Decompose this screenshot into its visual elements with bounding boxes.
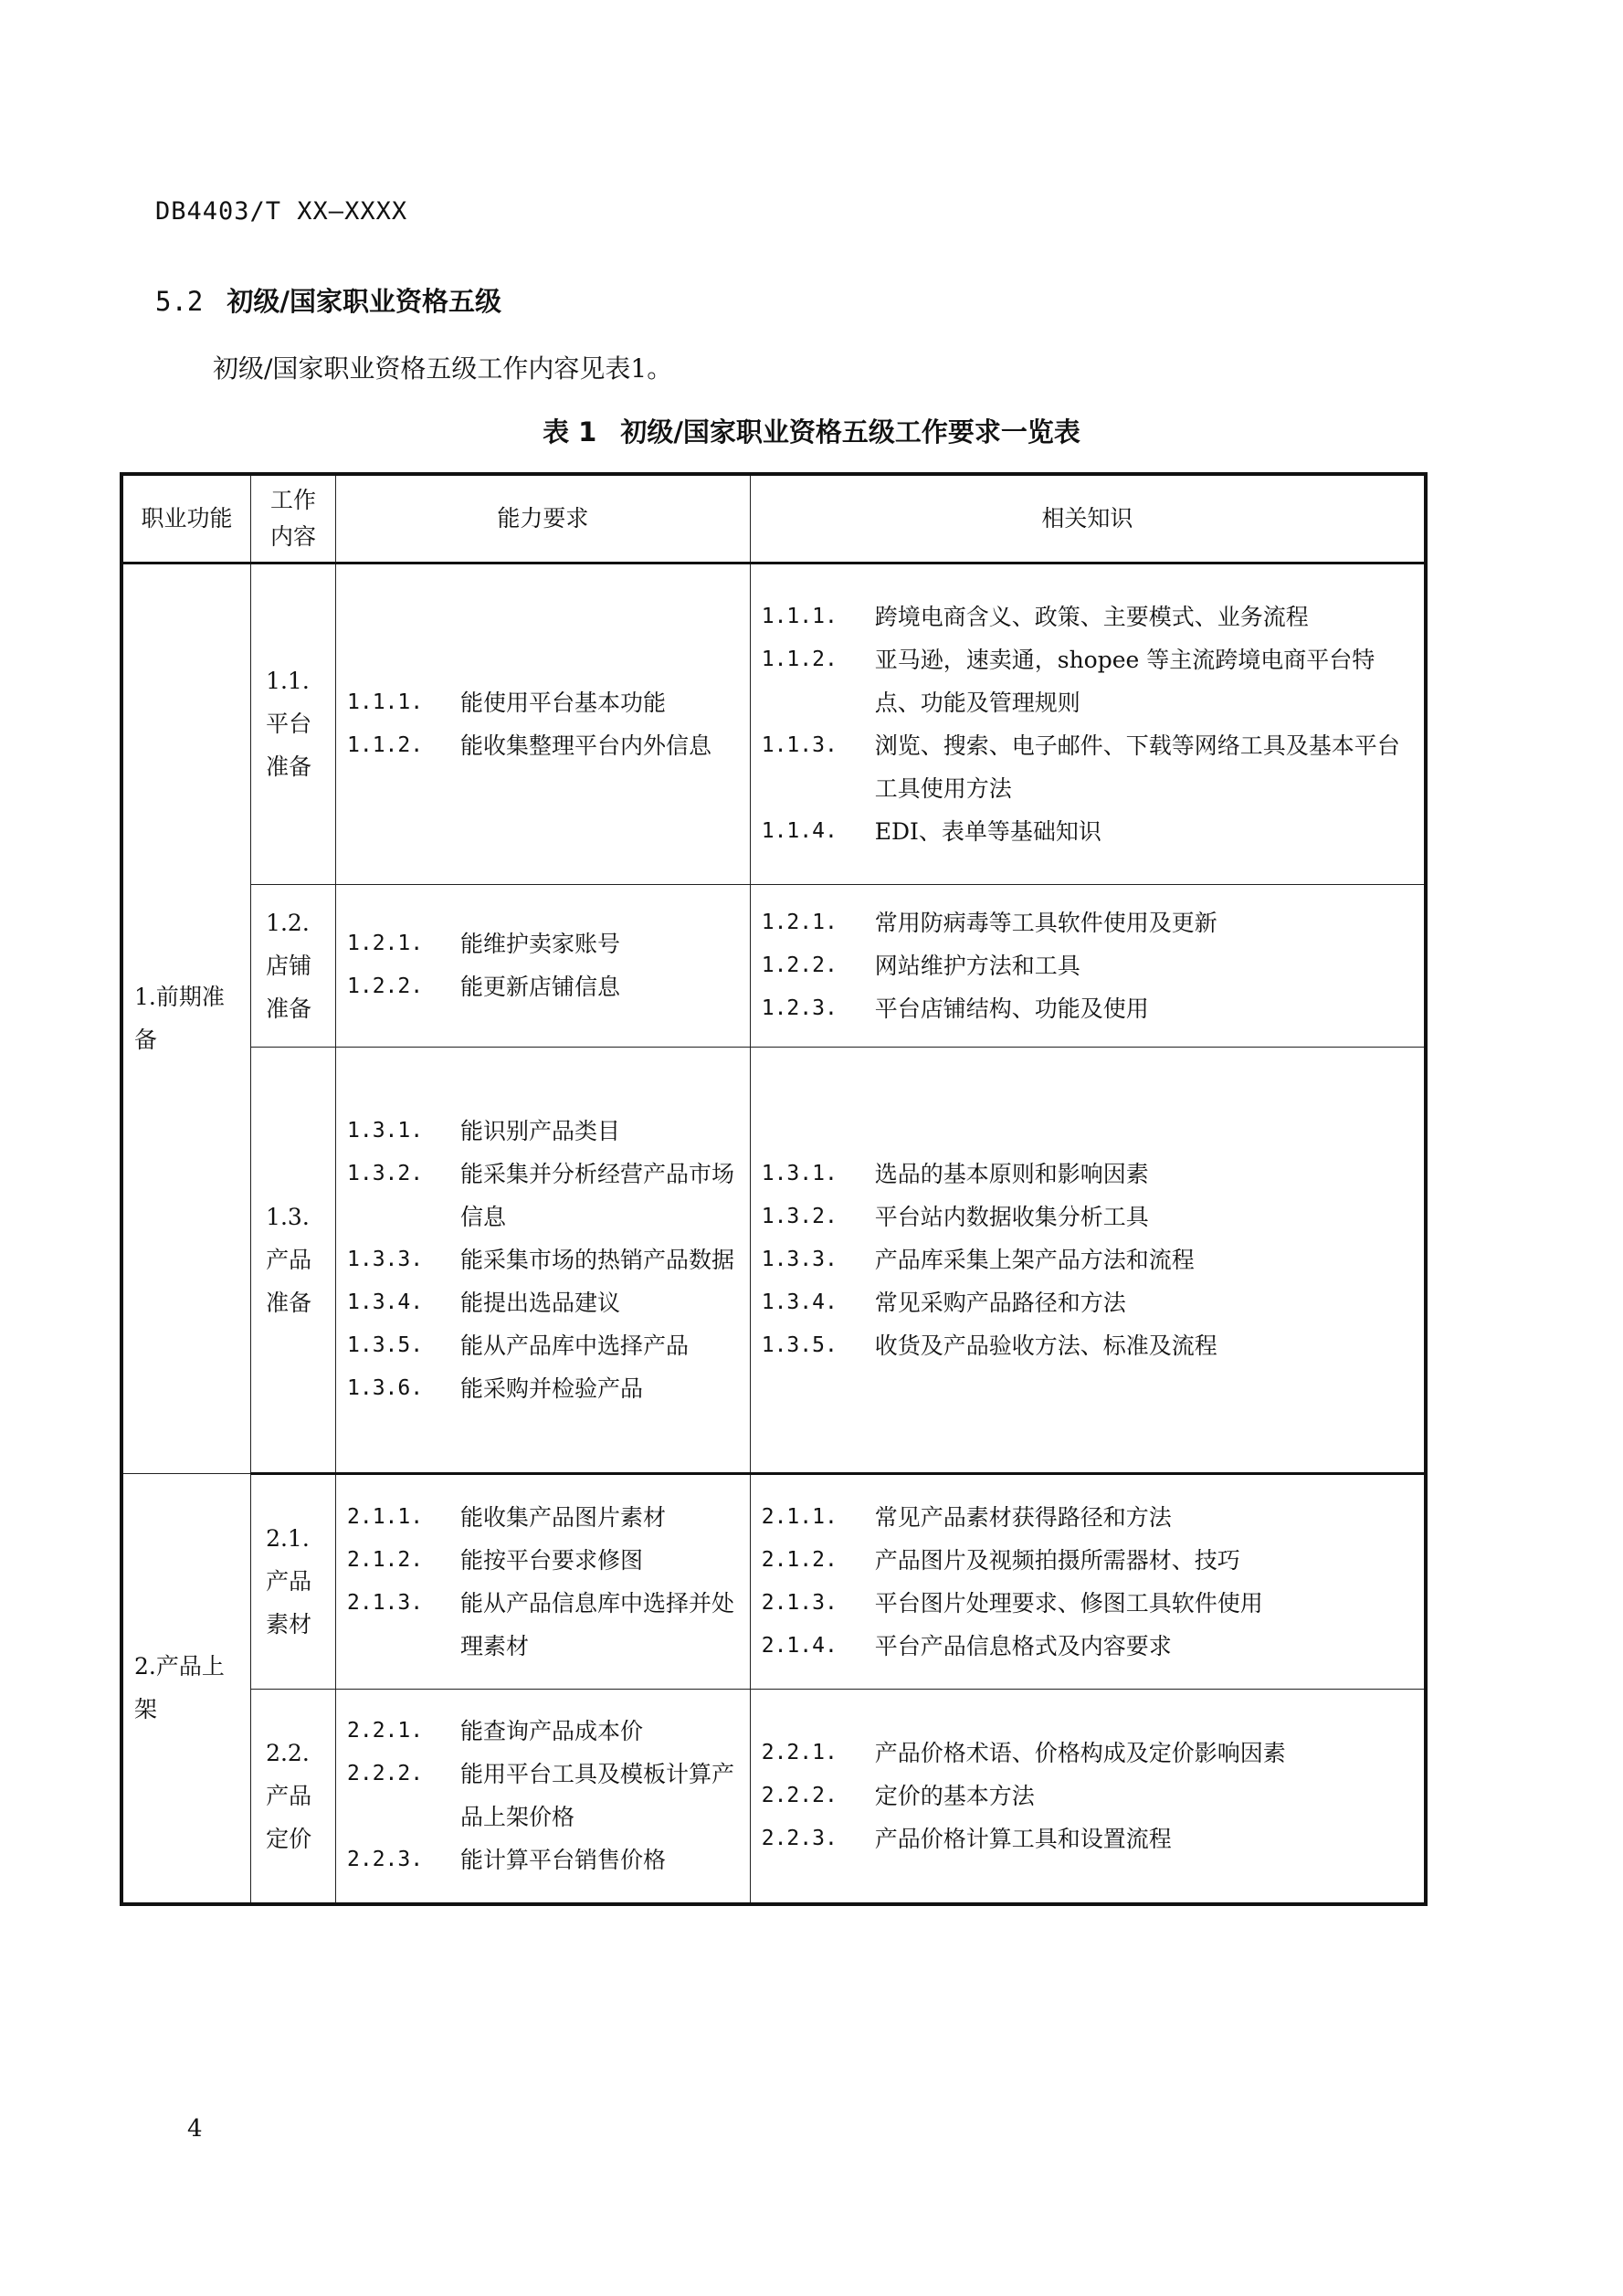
table-header-row: [121, 474, 1426, 563]
ability-item-text: 能从产品库中选择产品: [460, 1332, 690, 1359]
ability-item-number: 1.1.2.: [347, 732, 424, 757]
knowledge-item-text: 跨境电商含义、政策、主要模式、业务流程: [874, 603, 1309, 630]
ability-item-number: 1.2.1.: [347, 932, 424, 955]
knowledge-item: [762, 1324, 1413, 1367]
knowledge-item-number: 2.2.2.: [761, 1783, 838, 1807]
ability-item: [347, 681, 739, 724]
ability-item-text: 能使用平台基本功能: [460, 689, 667, 716]
ability-item: [347, 1539, 739, 1582]
ability-item: [347, 1238, 739, 1281]
knowledge-item-number: 1.3.4.: [761, 1290, 838, 1314]
knowledge-item: [762, 1281, 1413, 1324]
work-content-cell: 2.2.产品定价: [251, 1689, 336, 1904]
ability-item-number: 1.3.5.: [347, 1332, 424, 1357]
knowledge-item: [762, 1732, 1413, 1775]
knowledge-item-text: EDI、表单等基础知识: [874, 817, 1101, 845]
knowledge-item: [762, 1817, 1413, 1860]
knowledge-item-number: 1.3.5.: [761, 1332, 838, 1357]
knowledge-item: [762, 638, 1413, 724]
knowledge-item-text: 网站维护方法和工具: [874, 952, 1080, 979]
knowledge-item: [762, 944, 1413, 987]
knowledge-item: [762, 1625, 1413, 1668]
standard-code: DB4403/T XX—XXXX: [155, 197, 408, 226]
section-number: 5.2: [155, 286, 204, 317]
ability-item-text: 能识别产品类目: [460, 1117, 621, 1144]
ability-item-number: 2.2.3.: [347, 1848, 424, 1872]
ability-item-number: 1.3.6.: [347, 1375, 424, 1400]
table-caption: [0, 412, 1623, 449]
work-content-cell: 1.2.店铺准备: [251, 884, 336, 1047]
ability-item-text: 能采购并检验产品: [460, 1374, 644, 1402]
knowledge-item-number: 1.3.3.: [761, 1247, 838, 1271]
table-row: [121, 1689, 1426, 1904]
ability-item-text: 能收集整理平台内外信息: [460, 732, 712, 759]
ability-item-number: 1.3.2.: [347, 1161, 424, 1185]
knowledge-item-text: 平台店铺结构、功能及使用: [874, 995, 1149, 1022]
knowledge-item-number: 1.1.2.: [761, 647, 838, 671]
knowledge-item: [762, 1153, 1413, 1195]
knowledge-item-number: 1.2.2.: [761, 953, 838, 977]
header-ability: 能力要求: [336, 474, 751, 563]
ability-cell: [336, 884, 751, 1047]
knowledge-item-text: 平台产品信息格式及内容要求: [874, 1632, 1172, 1659]
section-heading: [155, 281, 501, 319]
work-content-cell: 2.1.产品素材: [251, 1473, 336, 1689]
header-knowledge: 相关知识: [750, 474, 1426, 563]
table-row: [121, 563, 1426, 884]
table-title: 初级/国家职业资格五级工作要求一览表: [620, 416, 1080, 448]
ability-item: [347, 1496, 739, 1539]
table-body: [121, 563, 1426, 1904]
knowledge-item-text: 定价的基本方法: [874, 1782, 1035, 1809]
ability-item-number: 2.1.3.: [347, 1590, 424, 1615]
knowledge-item-text: 收货及产品验收方法、标准及流程: [874, 1332, 1217, 1359]
ability-item: [347, 1710, 739, 1753]
ability-item-text: 能按平台要求修图: [460, 1546, 644, 1574]
knowledge-item-text: 常用防病毒等工具软件使用及更新: [874, 909, 1217, 936]
work-content-cell: 1.1.平台准备: [251, 563, 336, 884]
ability-item: [347, 1110, 739, 1153]
knowledge-item-text: 产品价格术语、价格构成及定价影响因素: [874, 1739, 1286, 1766]
page-number: 4: [187, 2115, 203, 2143]
knowledge-item-number: 1.1.1.: [761, 604, 838, 628]
ability-cell: [336, 563, 751, 884]
knowledge-item-text: 常见产品素材获得路径和方法: [874, 1503, 1172, 1531]
knowledge-cell: [750, 1473, 1426, 1689]
knowledge-item: [762, 1195, 1413, 1238]
ability-item: [347, 1582, 739, 1668]
ability-item-text: 能从产品信息库中选择并处理素材: [460, 1589, 735, 1659]
ability-item: [347, 1367, 739, 1410]
knowledge-item-number: 2.1.3.: [761, 1590, 838, 1615]
ability-item-number: 1.3.1.: [347, 1118, 424, 1143]
table-row: [121, 1473, 1426, 1689]
ability-item-text: 能采集并分析经营产品市场信息: [460, 1160, 735, 1230]
work-content-cell: 1.3.产品准备: [251, 1047, 336, 1473]
knowledge-item: [762, 1539, 1413, 1582]
function-cell: 2.产品上架: [121, 1473, 251, 1904]
ability-item: [347, 1838, 739, 1881]
knowledge-item-text: 选品的基本原则和影响因素: [874, 1160, 1149, 1187]
knowledge-item-number: 1.1.4.: [761, 818, 838, 843]
knowledge-item-text: 平台图片处理要求、修图工具软件使用: [874, 1589, 1263, 1617]
ability-item-text: 能提出选品建议: [460, 1289, 621, 1316]
knowledge-item: [762, 810, 1413, 853]
ability-item-text: 能采集市场的热销产品数据: [460, 1246, 735, 1273]
knowledge-cell: [750, 563, 1426, 884]
table-row: [121, 1047, 1426, 1473]
knowledge-item-text: 浏览、搜索、电子邮件、下载等网络工具及基本平台工具使用方法: [874, 732, 1400, 802]
ability-item-number: 2.1.2.: [347, 1547, 424, 1572]
ability-cell: [336, 1689, 751, 1904]
ability-item-text: 能计算平台销售价格: [460, 1847, 667, 1874]
ability-item: [347, 1153, 739, 1238]
ability-item: [347, 1753, 739, 1838]
knowledge-item: [762, 1582, 1413, 1625]
header-work: 工作内容: [251, 474, 336, 563]
requirements-table: [120, 472, 1428, 1906]
knowledge-item: [762, 1496, 1413, 1539]
knowledge-item-number: 2.2.1.: [761, 1740, 838, 1764]
knowledge-item-number: 2.1.4.: [761, 1633, 838, 1658]
ability-item-text: 能维护卖家账号: [460, 931, 621, 957]
knowledge-item-text: 产品价格计算工具和设置流程: [874, 1825, 1172, 1852]
intro-paragraph: 初级/国家职业资格五级工作内容见表1。: [213, 353, 673, 384]
table-row: [121, 884, 1426, 1047]
knowledge-item-number: 1.2.1.: [761, 910, 838, 934]
knowledge-item: [762, 987, 1413, 1030]
ability-item-number: 2.1.1.: [347, 1504, 424, 1529]
knowledge-cell: [750, 1047, 1426, 1473]
knowledge-item-number: 2.1.1.: [761, 1504, 838, 1529]
knowledge-item-text: 产品图片及视频拍摄所需器材、技巧: [874, 1546, 1240, 1574]
knowledge-item: [762, 901, 1413, 944]
table-number: 表 1: [543, 416, 597, 448]
knowledge-item-number: 1.3.1.: [761, 1161, 838, 1185]
knowledge-item-text: 常见采购产品路径和方法: [874, 1289, 1126, 1316]
knowledge-item-number: 1.3.2.: [761, 1204, 838, 1228]
knowledge-item: [762, 724, 1413, 810]
ability-item: [347, 1324, 739, 1367]
knowledge-item-text: 产品库采集上架产品方法和流程: [874, 1246, 1195, 1273]
knowledge-item-number: 2.1.2.: [761, 1547, 838, 1572]
knowledge-item: [762, 595, 1413, 638]
ability-item-number: 1.1.1.: [347, 690, 424, 714]
knowledge-item-text: 平台站内数据收集分析工具: [874, 1203, 1149, 1230]
ability-item: [347, 1281, 739, 1324]
knowledge-item-number: 1.2.3.: [761, 995, 838, 1020]
ability-item-number: 2.2.2.: [347, 1762, 424, 1786]
ability-item-text: 能查询产品成本价: [460, 1718, 644, 1745]
knowledge-cell: [750, 884, 1426, 1047]
function-cell: 1.前期准备: [121, 563, 251, 1473]
ability-item-text: 能更新店铺信息: [460, 974, 621, 1000]
ability-item: [347, 965, 739, 1008]
ability-item: [347, 724, 739, 767]
ability-item-text: 能收集产品图片素材: [460, 1503, 667, 1531]
ability-item: [347, 922, 739, 965]
knowledge-item-number: 1.1.3.: [761, 732, 838, 757]
knowledge-item: [762, 1775, 1413, 1817]
header-func: 职业功能: [121, 474, 251, 563]
section-title: 初级/国家职业资格五级: [227, 286, 501, 317]
ability-item-text: 能用平台工具及模板计算产品上架价格: [460, 1761, 735, 1831]
knowledge-item-text: 亚马逊，速卖通，shopee 等主流跨境电商平台特点、功能及管理规则: [874, 646, 1375, 716]
ability-item-number: 1.3.4.: [347, 1290, 424, 1314]
knowledge-item: [762, 1238, 1413, 1281]
ability-item-number: 1.2.2.: [347, 974, 424, 998]
ability-cell: [336, 1047, 751, 1473]
knowledge-cell: [750, 1689, 1426, 1904]
knowledge-item-number: 2.2.3.: [761, 1826, 838, 1850]
ability-item-number: 1.3.3.: [347, 1247, 424, 1271]
ability-cell: [336, 1473, 751, 1689]
ability-item-number: 2.2.1.: [347, 1719, 424, 1743]
